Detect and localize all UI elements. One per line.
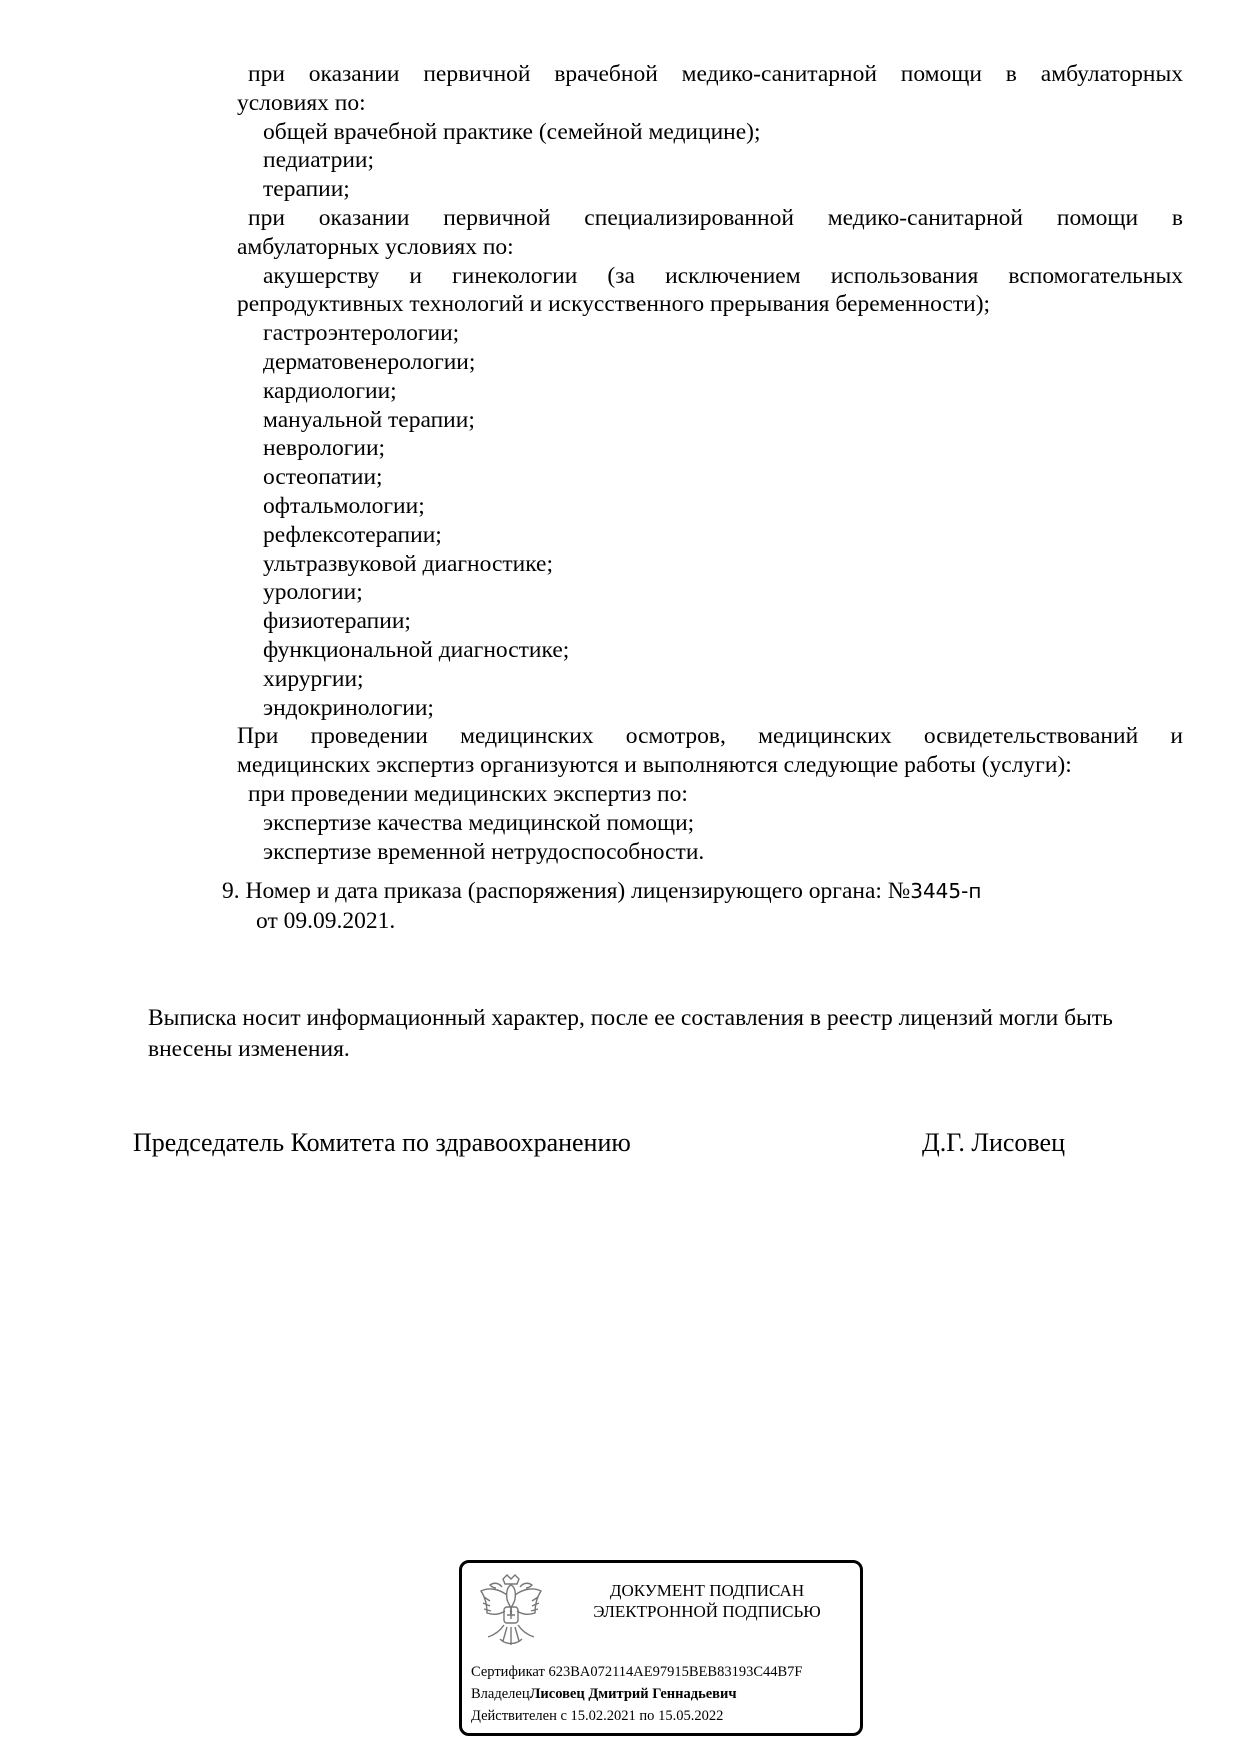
stamp-title [562, 1580, 852, 1622]
list-item: педиатрии; [263, 147, 375, 174]
list-item: дерматовенерологии; [263, 348, 476, 375]
services-list [237, 60, 1183, 866]
list-item: экспертизе качества медицинской помощи; [263, 809, 695, 836]
obstetrics-line-2: репродуктивных технологий и искусственного прерывания беременности); [237, 291, 991, 318]
list-item: терапии; [263, 176, 350, 203]
specialized-care-intro-cont: амбулаторных условиях по: [237, 233, 514, 260]
list-item: остеопатии; [263, 464, 383, 491]
signer-name: Д.Г. Лисовец [922, 1128, 1065, 1157]
stamp-title-line-2: ЭЛЕКТРОННОЙ ПОДПИСЬЮ [593, 1602, 821, 1621]
validity-row: Действителен с 15.02.2021 по 15.05.2022 [471, 1708, 724, 1724]
order-number: 3445-п [910, 879, 982, 903]
list-item: офтальмологии; [263, 492, 425, 519]
list-item: неврологии; [263, 435, 386, 462]
stamp-details [471, 1661, 803, 1727]
list-item: ультразвуковой диагностике; [263, 550, 554, 577]
list-item: хирургии; [263, 665, 364, 692]
list-item: общей врачебной практике (семейной медицине); [263, 118, 761, 145]
list-item: экспертизе временной нетрудоспособности. [263, 838, 705, 865]
informational-note: Выписка носит информационный характер, после ее составления в реестр лицензий могли быть внесены изменения. [148, 1005, 1113, 1062]
list-item: физиотерапии; [263, 608, 411, 635]
list-item: кардиологии; [263, 377, 397, 404]
obstetrics-line-1: акушерству и гинекологии (за исключением использования вспомогательных [263, 262, 1183, 289]
list-item: рефлексотерапии; [263, 521, 442, 548]
electronic-signature-stamp [459, 1560, 863, 1736]
list-item: урологии; [263, 579, 363, 606]
exams-intro-line-1: При проведении медицинских осмотров, медицинских освидетельствований и [237, 723, 1183, 750]
list-item: гастроэнтерологии; [263, 320, 460, 347]
primary-care-intro-cont: условиях по: [237, 89, 366, 116]
order-number-line: 9. Номер и дата приказа (распоряжения) лицензирующего органа: №3445-п [222, 878, 982, 904]
list-item: функциональной диагностике; [263, 636, 570, 663]
valid-from: 15.02.2021 [570, 1708, 636, 1724]
order-date: от 09.09.2021. [256, 908, 396, 934]
owner-name: Лисовец Дмитрий Геннадьевич [529, 1686, 737, 1702]
primary-care-intro: при оказании первичной врачебной медико-санитарной помощи в амбулаторных [248, 61, 1184, 87]
owner-row: ВладелецЛисовец Дмитрий Геннадьевич [471, 1686, 737, 1702]
stamp-title-line-1: ДОКУМЕНТ ПОДПИСАН [609, 1581, 805, 1600]
signer-position: Председатель Комитета по здравоохранению [133, 1128, 631, 1157]
double-headed-eagle-icon [476, 1573, 546, 1651]
list-item: эндокринологии; [263, 694, 434, 721]
valid-to: 15.05.2022 [658, 1708, 724, 1724]
certificate-id: 623BA072114AE97915BEB83193C44B7F [548, 1664, 803, 1680]
certificate-row: Сертификат 623BA072114AE97915BEB83193C44B7F [471, 1664, 803, 1680]
specialized-care-intro: при оказании первичной специализированной медико-санитарной помощи в [248, 204, 1183, 231]
exams-intro-line-2: медицинских экспертиз организуются и выполняются следующие работы (услуги): [237, 752, 1072, 779]
expertise-intro: при проведении медицинских экспертиз по: [248, 780, 688, 807]
list-item: мануальной терапии; [263, 406, 475, 433]
